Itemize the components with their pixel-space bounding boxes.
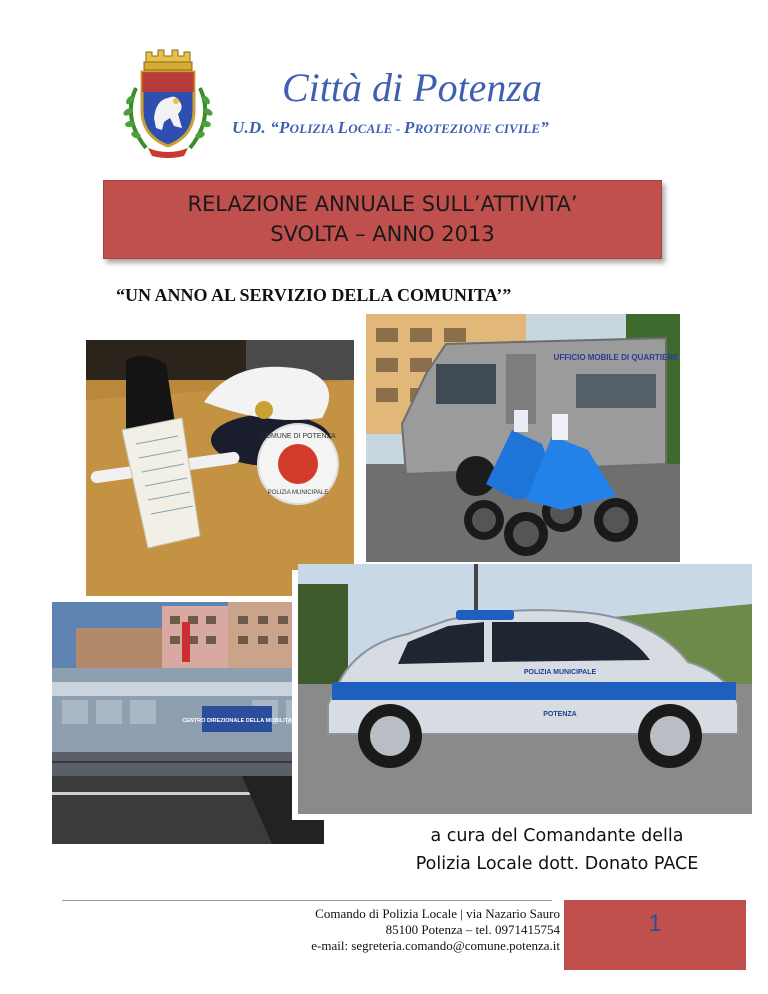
unit-word-2: OCALE - [348, 121, 404, 136]
city-title: Città di Potenza [282, 65, 542, 110]
footer-divider [62, 900, 552, 901]
photo-police-car [298, 564, 752, 814]
unit-word-1: OLIZIA [289, 121, 338, 136]
footer-phone: 85100 Potenza – tel. 0971415754 [385, 922, 560, 937]
photo-police-cap-desk [86, 340, 354, 596]
building-sign-text: CENTRO DIREZIONALE DELLA MOBILITA [182, 718, 292, 724]
photo-mobility-center-building [52, 602, 324, 844]
unit-word-3: ROTEZIONE CIVILE [414, 121, 541, 136]
city-crest-logo [118, 48, 218, 160]
van-text: UFFICIO MOBILE DI QUARTIERE [553, 353, 679, 362]
car-text: POLIZIA MUNICIPALE [523, 669, 597, 676]
report-title-box [103, 180, 662, 259]
footer-contact [210, 906, 560, 954]
unit-suffix: ” [540, 118, 549, 137]
car-city-text: POTENZA [543, 711, 577, 718]
author-credit: a cura del Comandante della Polizia Locale dott. Donato PACE [415, 826, 699, 874]
unit-title [232, 118, 549, 138]
report-subtitle: “UN ANNO AL SERVIZIO DELLA COMUNITA’” [116, 285, 512, 305]
unit-prefix: U.D. “ [232, 118, 280, 137]
footer-email: e-mail: segreteria.comando@comune.potenza.it [311, 938, 560, 953]
unit-initial-1: P [279, 118, 290, 137]
unit-initial-3: P [403, 118, 415, 137]
footer-address: Comando di Polizia Locale | via Nazario Sauro [315, 906, 560, 921]
page-number: 1 [648, 910, 662, 937]
unit-initial-2: L [337, 118, 349, 137]
desk-sign-text: COMUNE DI POTENZA [260, 433, 336, 440]
page-number-box [564, 900, 746, 970]
report-title: RELAZIONE ANNUALE SULL’ATTIVITA’ SVOLTA – ANNO 2013 [187, 192, 578, 246]
desk-sign-text-2: POLIZIA MUNICIPALE [267, 490, 329, 496]
photo-mobile-office-van [366, 314, 680, 562]
